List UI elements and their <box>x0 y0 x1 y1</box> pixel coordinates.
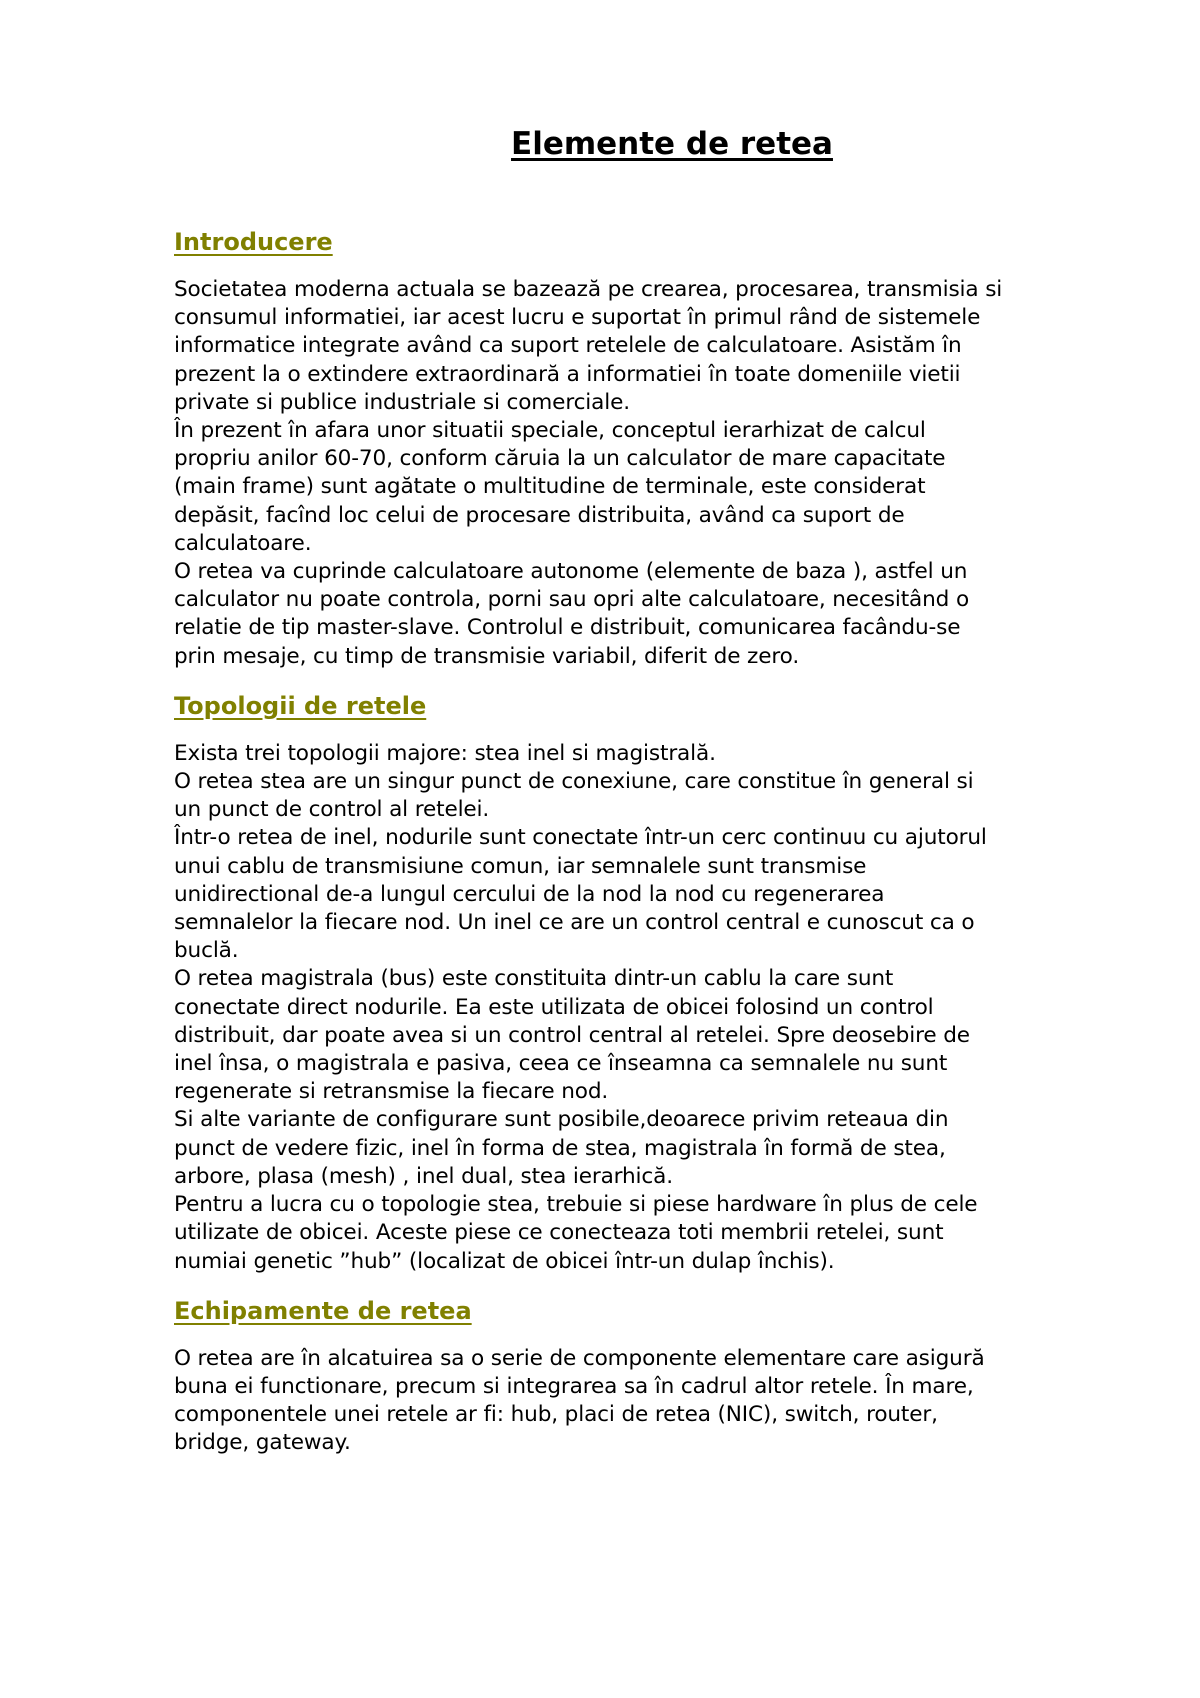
text-line: prezent la o extindere extraordinară a informatiei în toate domeniile vietii <box>174 361 961 387</box>
text-line: O retea va cuprinde calculatoare autonome (elemente de baza ), astfel un <box>174 559 968 585</box>
text-line: distribuit, dar poate avea si un control central al retelei. Spre deosebire de <box>174 1022 970 1048</box>
text-line: unidirectional de-a lungul cercului de la nod la nod cu regenerarea <box>174 881 885 907</box>
section-topologii <box>174 691 1134 1276</box>
paragraph-echipamente <box>174 1345 1134 1458</box>
text-line: Pentru a lucra cu o topologie stea, trebuie si piese hardware în plus de cele <box>174 1192 978 1218</box>
document-page <box>174 124 1134 1458</box>
text-line: Exista trei topologii majore: stea inel si magistrală. <box>174 740 716 766</box>
text-line: În prezent în afara unor situatii speciale, conceptul ierarhizat de calcul <box>174 418 926 444</box>
text-line: componentele unei retele ar fi: hub, placi de retea (NIC), switch, router, <box>174 1402 938 1428</box>
text-line: bridge, gateway. <box>174 1430 351 1456</box>
text-line: (main frame) sunt agătate o multitudine de terminale, este considerat <box>174 474 926 500</box>
text-line: relatie de tip master-slave. Controlul e distribuit, comunicarea facându-se <box>174 615 961 641</box>
text-line: Si alte variante de configurare sunt posibile,deoarece privim reteaua din <box>174 1107 949 1133</box>
text-line: unui cablu de transmisiune comun, iar semnalele sunt transmise <box>174 853 867 879</box>
paragraph-topologii <box>174 740 1134 1276</box>
document-title: Elemente de retea <box>511 126 833 162</box>
text-line: private si publice industriale si comerciale. <box>174 389 630 415</box>
section-heading-introducere: Introducere <box>174 228 333 256</box>
text-line: consumul informatiei, iar acest lucru e suportat în primul rând de sistemele <box>174 305 981 331</box>
paragraph-introducere <box>174 276 1134 671</box>
text-line: regenerate si retransmise la fiecare nod. <box>174 1079 609 1105</box>
section-heading-topologii: Topologii de retele <box>174 691 427 720</box>
text-line: informatice integrate având ca suport retelele de calculatoare. Asistăm în <box>174 333 962 359</box>
text-line: propriu anilor 60-70, conform căruia la un calculator de mare capacitate <box>174 446 946 472</box>
text-line: buna ei functionare, precum si integrarea sa în cadrul altor retele. În mare, <box>174 1373 974 1399</box>
text-line: conectate direct nodurile. Ea este utilizata de obicei folosind un control <box>174 994 934 1020</box>
text-line: numiai genetic ”hub” (localizat de obicei într-un dulap închis). <box>174 1248 835 1274</box>
text-line: calculatoare. <box>174 530 312 556</box>
text-line: buclă. <box>174 938 239 964</box>
text-line: utilizate de obicei. Aceste piese ce conecteaza toti membrii retelei, sunt <box>174 1220 944 1246</box>
text-line: punct de vedere fizic, inel în forma de stea, magistrala în formă de stea, <box>174 1135 946 1161</box>
text-line: Într-o retea de inel, nodurile sunt conectate într-un cerc continuu cu ajutorul <box>174 825 987 851</box>
section-echipamente <box>174 1296 1134 1458</box>
text-line: inel însa, o magistrala e pasiva, ceea ce înseamna ca semnalele nu sunt <box>174 1051 948 1077</box>
text-line: depăsit, facînd loc celui de procesare distribuita, având ca suport de <box>174 502 905 528</box>
section-introducere <box>174 227 1134 671</box>
text-line: O retea stea are un singur punct de conexiune, care constitue în general si <box>174 769 974 795</box>
section-heading-echipamente: Echipamente de retea <box>174 1296 472 1325</box>
text-line: Societatea moderna actuala se bazează pe crearea, procesarea, transmisia si <box>174 277 1003 302</box>
text-line: un punct de control al retelei. <box>174 797 490 823</box>
text-line: calculator nu poate controla, porni sau opri alte calculatoare, necesitând o <box>174 587 970 613</box>
text-line: O retea are în alcatuirea sa o serie de componente elementare care asigură <box>174 1345 985 1371</box>
text-line: O retea magistrala (bus) este constituita dintr-un cablu la care sunt <box>174 966 894 992</box>
text-line: prin mesaje, cu timp de transmisie variabil, diferit de zero. <box>174 643 800 669</box>
text-line: semnalelor la fiecare nod. Un inel ce are un control central e cunoscut ca o <box>174 910 975 936</box>
text-line: arbore, plasa (mesh) , inel dual, stea ierarhică. <box>174 1163 673 1189</box>
